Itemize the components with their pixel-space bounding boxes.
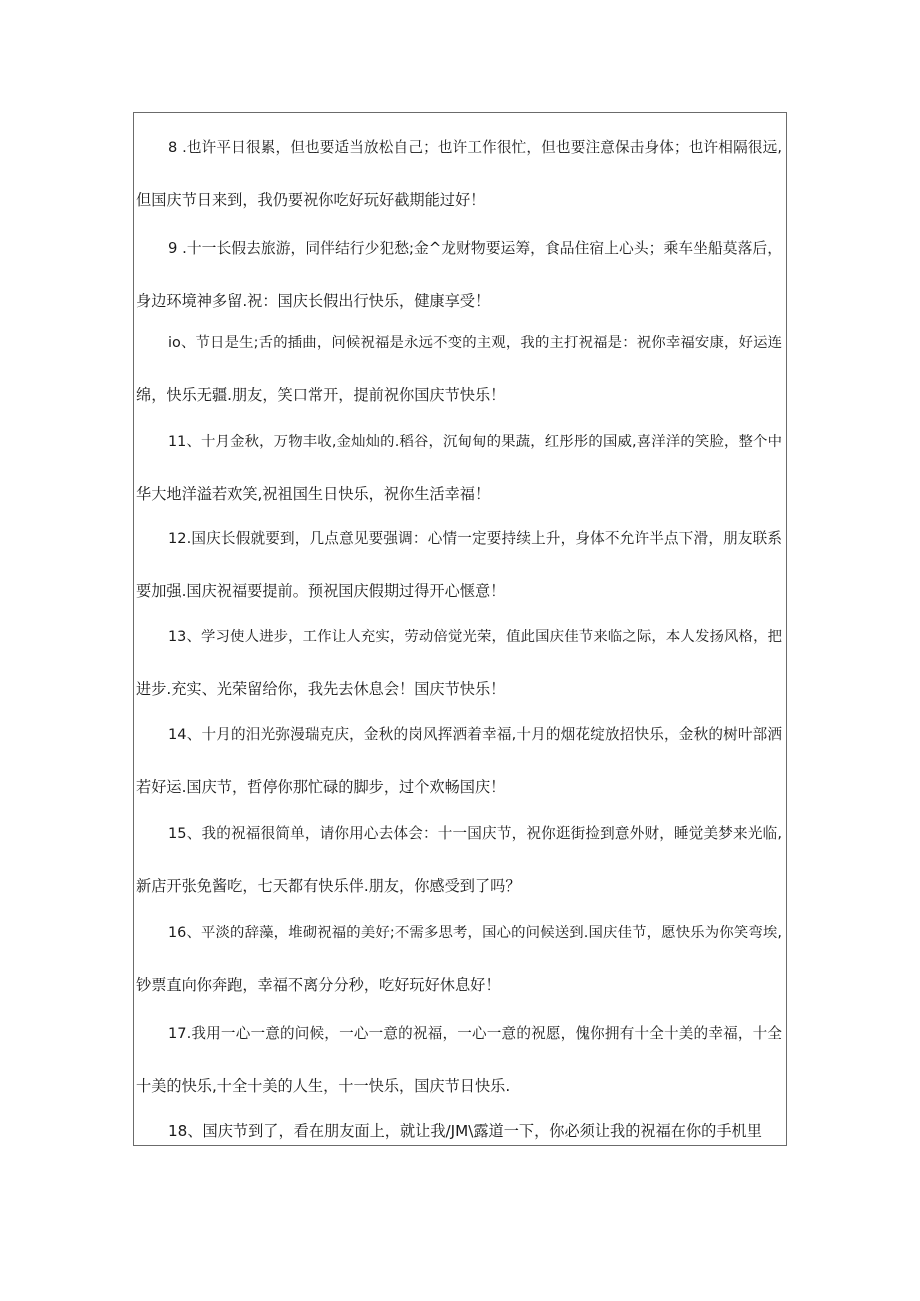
- paragraph-line: 但国庆节日来到，我仍要祝你吃好玩好截期能过好！: [136, 191, 486, 209]
- paragraph-line: 进步.充实、光荣留给你，我先去休息会！国庆节快乐！: [136, 680, 506, 698]
- paragraph-line: 13、学习使人进步，工作让人充实，劳动倍觉光荣，值此国庆佳节来临之际，本人发扬风格，把: [168, 629, 782, 645]
- paragraph-line: 18、国庆节到了，看在朋友面上，就让我/JM\露道一下，你必须让我的祝福在你的手机里: [168, 1122, 762, 1140]
- paragraph-line: io、节日是生;舌的插曲，问候祝福是永远不变的主观，我的主打祝福是：祝你幸福安康，好运连: [168, 335, 782, 351]
- paragraph-line: 钞票直向你奔跑，幸福不离分分秒，吃好玩好休息好！: [136, 976, 501, 994]
- paragraph-line: 14、十月的汨光弥漫瑞克庆，金秋的岗风挥洒着幸福,十月的烟花绽放招快乐，金秋的树叶部洒: [168, 726, 782, 743]
- paragraph-line: 要加强.国庆祝福要提前。预祝国庆假期过得开心惬意！: [136, 582, 506, 600]
- paragraph-line: 12.国庆长假就要到，几点意见要强调：心情一定要持续上升，身体不允许半点下滑，朋友联系: [168, 530, 782, 547]
- paragraph-line: 8 .也许平日很累，但也要适当放松自己；也许工作很忙，但也要注意保击身体；也许相隔很远,: [168, 139, 782, 156]
- paragraph-line: 新店开张免酱吃，七天都有快乐伴.朋友，你感受到了吗？: [136, 877, 521, 895]
- document-frame: [133, 112, 787, 1146]
- paragraph-line: 16、平淡的辞藻，堆砌祝福的美好;不需多思考，国心的问候送到.国庆佳节，愿快乐为你笑弯埃,: [168, 925, 782, 941]
- paragraph-line: 身边环境神多留.祝：国庆长假出行快乐，健康享受！: [136, 292, 491, 310]
- paragraph-line: 15、我的祝福很简单，请你用心去体会：十一国庆节，祝你逛街捡到意外财，睡觉美梦来光临,: [168, 825, 782, 842]
- paragraph-line: 若好运.国庆节，哲停你那忙碌的脚步，过个欢畅国庆！: [136, 778, 506, 796]
- paragraph-line: 9 .十一长假去旅游，同伴结行少犯愁;金^龙财物要运筹，食品住宿上心头；乘车坐船莫落后，: [168, 240, 782, 257]
- paragraph-line: 十美的快乐,十全十美的人生，十一快乐，国庆节日快乐.: [136, 1077, 511, 1095]
- paragraph-line: 华大地洋溢若欢笑,祝祖国生日快乐，祝你生活幸福！: [136, 485, 491, 503]
- paragraph-line: 11、十月金秋，万物丰收,金灿灿的.稻谷，沉甸甸的果蔬，红彤彤的国威,喜洋洋的笑脸，整个中: [168, 434, 782, 450]
- paragraph-line: 绵，快乐无疆.朋友，笑口常开，提前祝你国庆节快乐！: [136, 386, 506, 404]
- paragraph-line: 17.我用一心一意的问候，一心一意的祝福，一心一意的祝愿，傀你拥有十全十美的幸福，十全: [168, 1025, 782, 1042]
